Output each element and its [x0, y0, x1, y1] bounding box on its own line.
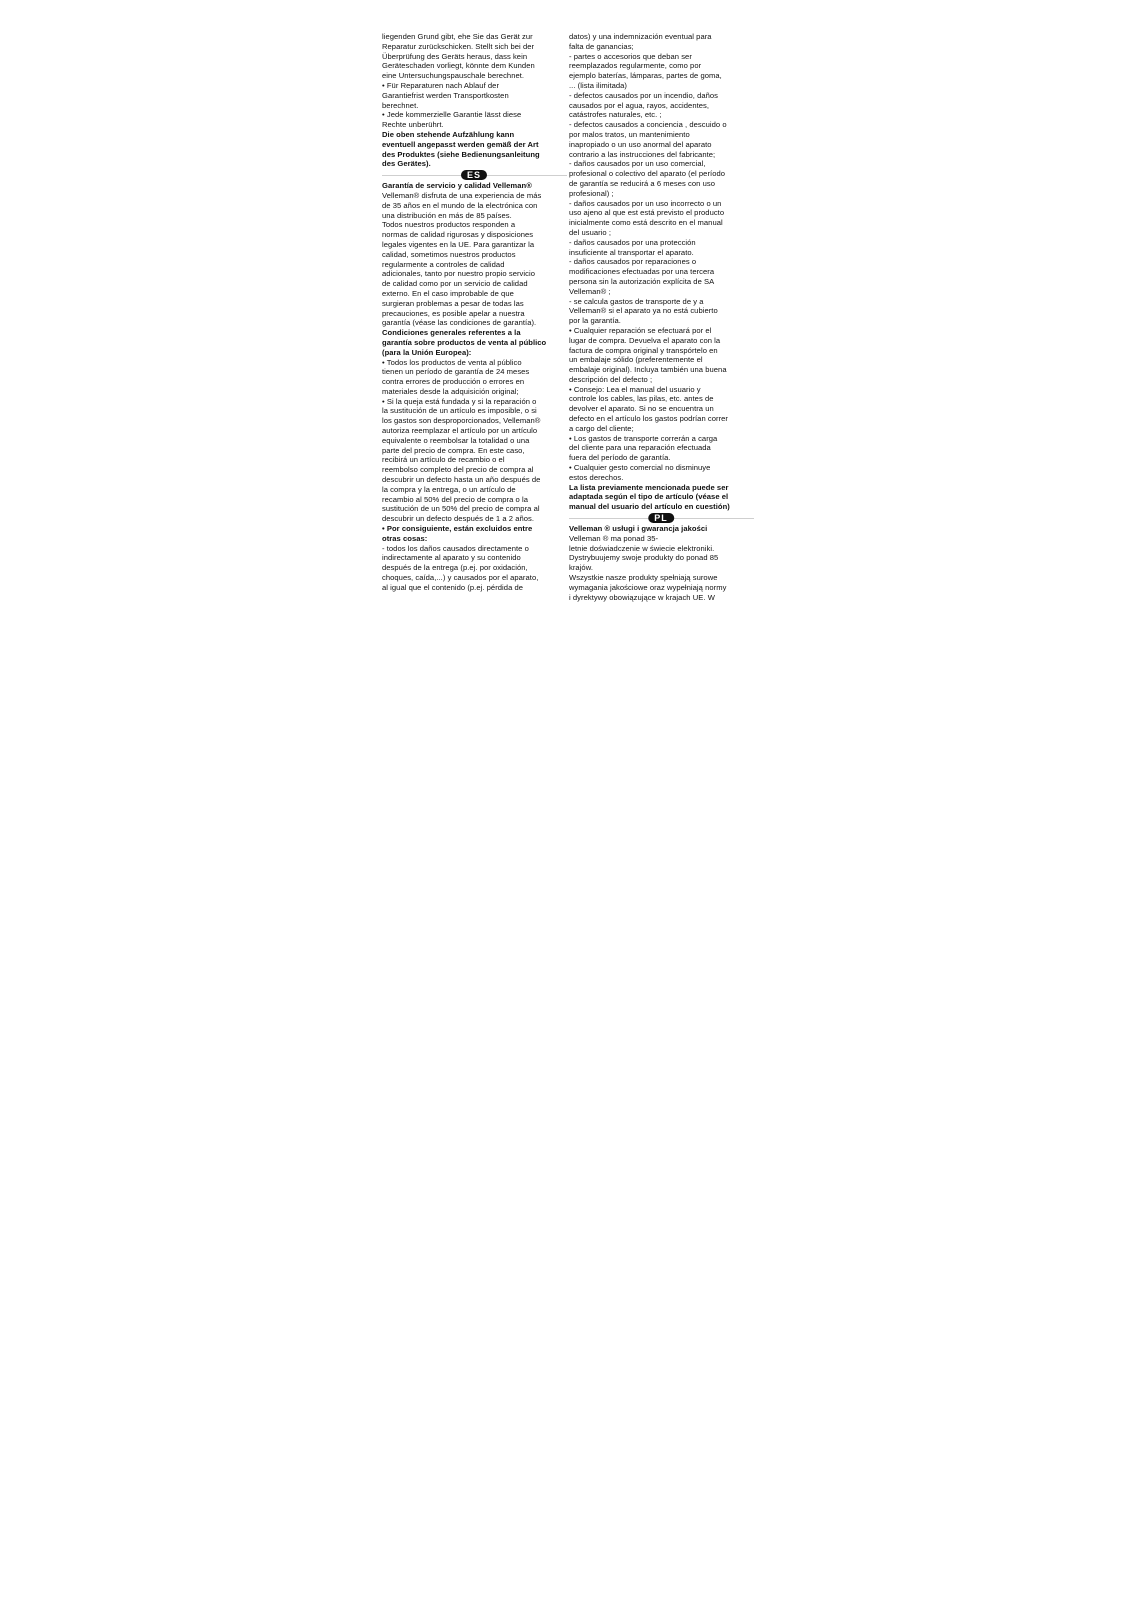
- text-line: externo. En el caso improbable de que: [382, 288, 514, 298]
- text-line: parte del precio de compra. En este caso,: [382, 445, 525, 455]
- text-line: catástrofes naturales, etc. ;: [569, 110, 662, 120]
- text-line: normas de calidad rigurosas y disposiciones: [382, 230, 534, 240]
- text-line: - daños causados por una protección: [569, 237, 696, 247]
- de-warranty-continuation: [382, 32, 566, 130]
- text-line: Reparatur zurückschicken. Stellt sich bei der: [382, 41, 535, 51]
- text-line: los gastos son desproporcionados, Velleman®: [382, 416, 541, 426]
- text-line: de calidad como por un servicio de calidad: [382, 279, 528, 289]
- text-line: falta de ganancias;: [569, 41, 634, 51]
- text-line: otras cosas:: [382, 533, 428, 543]
- text-line: de garantía se reducirá a 6 meses con uso: [569, 178, 715, 188]
- text-line: tienen un período de garantía de 24 meses: [382, 367, 530, 377]
- text-line: un embalaje sólido (preferentemente el: [569, 355, 703, 365]
- text-line: lugar de compra. Devuelva el aparato con la: [569, 335, 721, 345]
- text-line: • Si la queja está fundada y si la reparación o: [382, 396, 537, 406]
- text-line: Velleman® disfruta de una experiencia de más: [382, 190, 542, 200]
- text-line: - defectos causados por un incendio, daños: [569, 90, 719, 100]
- text-line: - daños causados por un uso comercial,: [569, 159, 706, 169]
- text-line: krajów.: [569, 563, 593, 573]
- text-line: calidad, sometimos nuestros productos: [382, 249, 516, 259]
- text-line: adicionales, tanto por nuestro propio servicio: [382, 269, 535, 279]
- text-line: eine Untersuchungspauschale berechnet.: [382, 71, 525, 81]
- text-line: de 35 años en el mundo de la electrónica con: [382, 200, 538, 210]
- text-line: causados por el agua, rayos, accidentes,: [569, 100, 710, 110]
- text-line: fuera del período de garantía.: [569, 453, 671, 463]
- text-line: • Por consiguiente, están excluidos entre: [382, 524, 533, 534]
- text-line: autoriza reemplazar el artículo por un artículo: [382, 426, 538, 436]
- text-line: - daños causados por reparaciones o: [569, 257, 697, 267]
- es-note: [569, 483, 753, 512]
- text-line: Velleman® si el aparato ya no está cubierto: [569, 306, 718, 316]
- text-line: inicialmente como está descrito en el manual: [569, 218, 723, 228]
- text-line: la compra y la entrega, o un artículo de: [382, 484, 516, 494]
- text-line: i dyrektywy obowiązujące w krajach UE. W: [569, 592, 715, 602]
- text-line: • Jede kommerzielle Garantie lässt diese: [382, 110, 522, 120]
- text-line: - todos los daños causados directamente o: [382, 543, 529, 553]
- text-line: por la garantía.: [569, 316, 621, 326]
- text-line: ... (lista ilimitada): [569, 80, 628, 90]
- text-line: Geräteschaden vorliegt, könnte dem Kunden: [382, 61, 535, 71]
- text-line: des Produktes (siehe Bedienungsanleitung: [382, 149, 540, 159]
- text-line: Wszystkie nasze produkty spełniają surowe: [569, 573, 718, 583]
- pl-intro: [569, 534, 753, 603]
- text-line: descripción del defecto ;: [569, 374, 653, 384]
- text-line: estos derechos.: [569, 472, 624, 482]
- text-line: recambio al 50% del precio de compra o la: [382, 494, 528, 504]
- text-line: recibirá un artículo de recambio o el: [382, 455, 505, 465]
- text-line: • Cualquier gesto comercial no disminuye: [569, 463, 711, 473]
- text-line: Garantiefrist werden Transportkosten: [382, 90, 509, 100]
- es-intro: [382, 191, 566, 328]
- text-line: letnie doświadczenie w świecie elektroniki.: [569, 543, 715, 553]
- text-line: • Los gastos de transporte correrán a carga: [569, 433, 718, 443]
- text-line: devolver el aparato. Si no se encuentra un: [569, 404, 714, 414]
- text-line: - partes o accesorios que deban ser: [569, 51, 692, 61]
- text-line: sustitución de un 50% del precio de compra al: [382, 504, 540, 514]
- text-line: garantía (véase las condiciones de garantía).: [382, 318, 537, 328]
- text-line: una distribución en más de 85 países.: [382, 210, 512, 220]
- language-badge-es: ES: [461, 170, 487, 180]
- text-line: insuficiente al transportar el aparato.: [569, 247, 694, 257]
- text-line: La lista previamente mencionada puede ser: [569, 482, 729, 492]
- text-line: - daños causados por un uso incorrecto o un: [569, 198, 722, 208]
- text-line: Velleman ® ma ponad 35-: [569, 533, 659, 543]
- text-line: • Todos los productos de venta al público: [382, 357, 522, 367]
- language-badge-pl: PL: [648, 513, 674, 523]
- text-line: indirectamente al aparato y su contenido: [382, 553, 521, 563]
- text-line: contra errores de producción o errores en: [382, 377, 525, 387]
- text-line: materiales desde la adquisición original;: [382, 386, 519, 396]
- text-line: modificaciones efectuadas por una tercera: [569, 267, 715, 277]
- text-line: embalaje original). Incluya también una buena: [569, 365, 727, 375]
- text-line: descubrir un defecto hasta un año después de: [382, 475, 541, 485]
- text-line: al igual que el contenido (p.ej. pérdida de: [382, 582, 524, 592]
- text-line: Rechte unberührt.: [382, 120, 444, 130]
- text-line: profesional o colectivo del aparato (el período: [569, 169, 726, 179]
- text-line: • Consejo: Lea el manual del usuario y: [569, 384, 701, 394]
- text-line: contrario a las instrucciones del fabricante;: [569, 149, 716, 159]
- text-line: Velleman® ;: [569, 286, 611, 296]
- right-column: [569, 32, 753, 602]
- text-line: Condiciones generales referentes a la: [382, 328, 521, 338]
- text-line: • Für Reparaturen nach Ablauf der: [382, 80, 500, 90]
- de-note: [382, 130, 566, 169]
- es-excluded-list: [382, 544, 566, 593]
- text-line: regularmente a controles de calidad: [382, 259, 505, 269]
- text-line: surgieran problemas a pesar de todas las: [382, 298, 524, 308]
- text-line: profesional) ;: [569, 188, 614, 198]
- es-excluded-continuation: [569, 32, 753, 483]
- text-line: descubrir un defecto después de 1 a 2 años.: [382, 514, 535, 524]
- text-line: inapropiado o un uso anormal del aparato: [569, 139, 712, 149]
- text-line: datos) y una indemnización eventual para: [569, 32, 712, 41]
- text-line: des Gerätes).: [382, 159, 431, 169]
- text-line: (para la Unión Europea):: [382, 347, 472, 357]
- text-line: por malos tratos, un mantenimiento: [569, 129, 690, 139]
- text-line: legales vigentes en la UE. Para garantizar la: [382, 239, 535, 249]
- text-line: precauciones, es posible apelar a nuestra: [382, 308, 525, 318]
- text-line: • Cualquier reparación se efectuará por el: [569, 325, 712, 335]
- text-line: eventuell angepasst werden gemäß der Art: [382, 139, 539, 149]
- text-line: la sustitución de un artículo es imposible, o si: [382, 406, 537, 416]
- text-line: controle los cables, las pilas, etc. antes de: [569, 394, 714, 404]
- text-line: reemplazados regularmente, como por: [569, 61, 702, 71]
- text-line: berechnet.: [382, 100, 419, 110]
- text-line: factura de compra original y transpórtelo en: [569, 345, 718, 355]
- es-conditions-heading: [382, 328, 566, 357]
- text-line: manual del usuario del artículo en cuestión): [569, 502, 730, 512]
- text-line: persona sin la autorización explícita de SA: [569, 276, 715, 286]
- text-line: Die oben stehende Aufzählung kann: [382, 129, 515, 139]
- left-column: [382, 32, 566, 593]
- text-line: del usuario ;: [569, 227, 612, 237]
- pl-section-title: Velleman ® usługi i gwarancja jakości: [569, 524, 708, 534]
- text-line: del cliente para una reparación efectuada: [569, 443, 711, 453]
- es-section-divider: [382, 169, 566, 181]
- text-line: wymagania jakościowe oraz wypełniają normy: [569, 582, 727, 592]
- text-line: Todos nuestros productos responden a: [382, 220, 516, 230]
- text-line: defecto en el artículo los gastos podrían correr: [569, 414, 729, 424]
- text-line: liegenden Grund gibt, ehe Sie das Gerät zur: [382, 32, 533, 41]
- text-line: equivalente o reembolsar la totalidad o una: [382, 435, 530, 445]
- text-line: a cargo del cliente;: [569, 423, 634, 433]
- text-line: - se calcula gastos de transporte de y a: [569, 296, 704, 306]
- text-line: adaptada según el tipo de artículo (véase el: [569, 492, 729, 502]
- text-line: después de la entrega (p.ej. por oxidación,: [382, 563, 528, 573]
- text-line: ejemplo baterías, lámparas, partes de goma,: [569, 71, 722, 81]
- text-line: garantía sobre productos de venta al público: [382, 337, 547, 347]
- text-line: - defectos causados a conciencia , descuido o: [569, 120, 727, 130]
- text-line: Überprüfung des Geräts heraus, dass kein: [382, 51, 528, 61]
- text-line: Dystrybuujemy swoje produkty do ponad 85: [569, 553, 719, 563]
- es-excluded-heading: [382, 524, 566, 544]
- pl-section-divider: [569, 512, 753, 524]
- es-section-title: Garantía de servicio y calidad Velleman®: [382, 181, 532, 191]
- text-line: choques, caída,...) y causados por el aparato,: [382, 573, 539, 583]
- text-line: reembolso completo del precio de compra al: [382, 465, 534, 475]
- text-line: uso ajeno al que est está previsto el producto: [569, 208, 725, 218]
- es-conditions: [382, 358, 566, 525]
